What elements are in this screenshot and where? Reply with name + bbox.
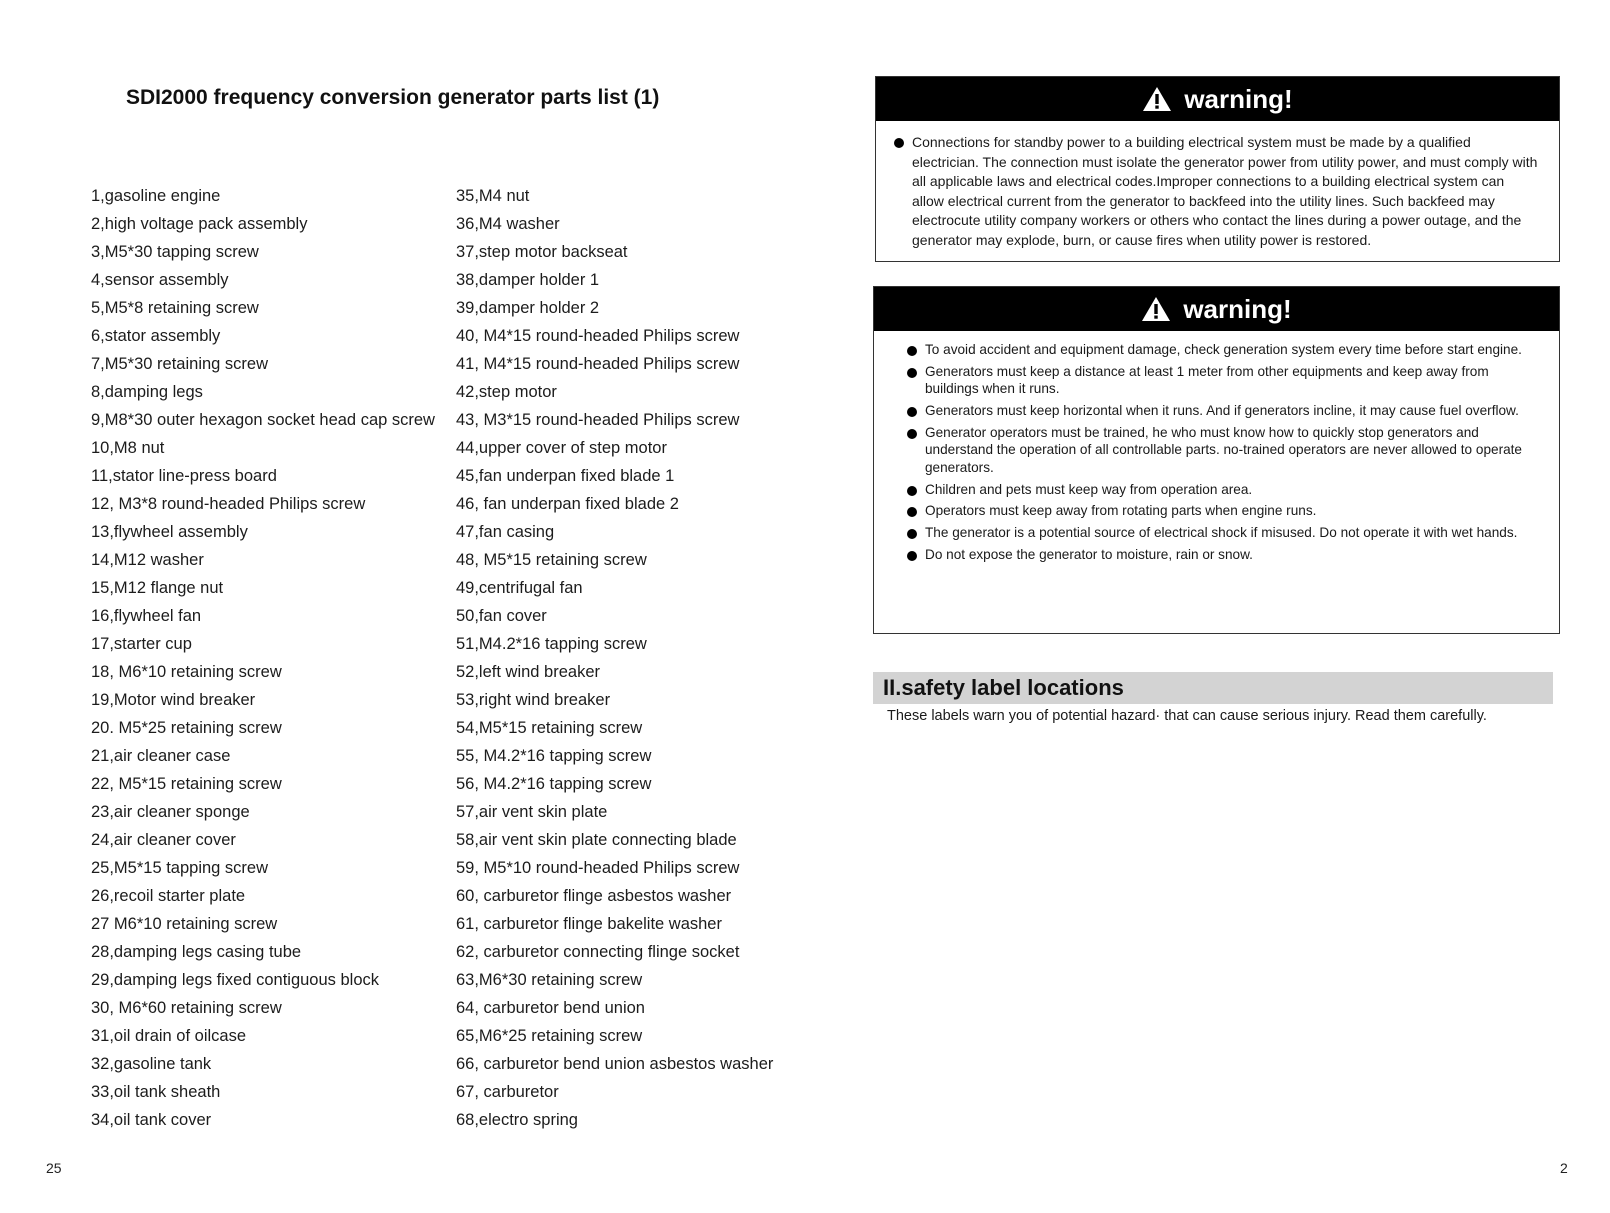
parts-list-item: 20. M5*25 retaining screw (91, 719, 282, 737)
parts-list-item: 28,damping legs casing tube (91, 943, 302, 961)
warning-item-text: Generator operators must be trained, he who must know how to quickly stop generators and understand the operation of all controllable parts. no-trained operators are never allowed to operate generators. (925, 424, 1522, 475)
parts-list-title: SDI2000 frequency conversion generator parts list (1) (126, 86, 660, 109)
parts-list-item: 67, carburetor (456, 1083, 559, 1101)
parts-list-column-1 (91, 182, 451, 1134)
warning-item (907, 424, 1535, 477)
warning-1-list (876, 121, 1559, 250)
parts-list-column-2 (456, 182, 801, 1134)
warning-item (907, 341, 1535, 359)
bullet-icon (907, 507, 917, 517)
warning-item (907, 524, 1535, 542)
warning-heading: warning! (1184, 83, 1293, 114)
warning-item-text: Operators must keep away from rotating parts when engine runs. (925, 503, 1317, 519)
bullet-icon (907, 429, 917, 439)
warning-item-text: The generator is a potential source of electrical shock if misused. Do not operate it with wet hands. (925, 525, 1518, 541)
page-number: 25 (46, 1160, 62, 1176)
warning-item (894, 133, 1539, 250)
section-heading-safety-labels: II.safety label locations (873, 672, 1553, 704)
parts-list-item: 22, M5*15 retaining screw (91, 775, 282, 793)
page-number: 2 (1560, 1160, 1568, 1176)
parts-list-item: 26,recoil starter plate (91, 887, 246, 905)
parts-list-item: 49,centrifugal fan (456, 579, 583, 597)
warning-item-text: Do not expose the generator to moisture, rain or snow. (925, 547, 1253, 563)
right-page (805, 0, 1610, 1213)
parts-list-item: 14,M12 washer (91, 551, 204, 569)
parts-list-item: 63,M6*30 retaining screw (456, 971, 643, 989)
parts-list-item: 32,gasoline tank (91, 1055, 212, 1073)
parts-list-item: 62, carburetor connecting flinge socket (456, 943, 740, 961)
parts-list-item: 50,fan cover (456, 607, 547, 625)
parts-list-item: 59, M5*10 round-headed Philips screw (456, 859, 740, 877)
warning-item (907, 402, 1535, 420)
parts-list-item: 19,Motor wind breaker (91, 691, 256, 709)
parts-list-item: 2,high voltage pack assembly (91, 215, 308, 233)
parts-list-item: 29,damping legs fixed contiguous block (91, 971, 380, 989)
parts-list-item: 27 M6*10 retaining screw (91, 915, 278, 933)
parts-list-item: 16,flywheel fan (91, 607, 202, 625)
parts-list-item: 3,M5*30 tapping screw (91, 243, 259, 261)
parts-list-item: 47,fan casing (456, 523, 555, 541)
parts-list-item: 55, M4.2*16 tapping screw (456, 747, 652, 765)
parts-list-item: 56, M4.2*16 tapping screw (456, 775, 652, 793)
warning-item (907, 481, 1535, 499)
parts-list-item: 35,M4 nut (456, 187, 530, 205)
parts-list-item: 10,M8 nut (91, 439, 165, 457)
parts-list-item: 31,oil drain of oilcase (91, 1027, 247, 1045)
warning-box-standby-power (875, 76, 1560, 262)
warning-triangle-icon (1142, 86, 1172, 112)
parts-list-item: 6,stator assembly (91, 327, 221, 345)
parts-list-item: 43, M3*15 round-headed Philips screw (456, 411, 740, 429)
parts-list-item: 34,oil tank cover (91, 1111, 212, 1129)
parts-list-item: 23,air cleaner sponge (91, 803, 250, 821)
bullet-icon (907, 407, 917, 417)
parts-list-item: 15,M12 flange nut (91, 579, 224, 597)
parts-list-item: 8,damping legs (91, 383, 203, 401)
parts-list-item: 66, carburetor bend union asbestos washer (456, 1055, 774, 1073)
parts-list-item: 41, M4*15 round-headed Philips screw (456, 355, 740, 373)
parts-list-item: 57,air vent skin plate (456, 803, 608, 821)
warning-item-text: Generators must keep horizontal when it runs. And if generators incline, it may cause fuel overflow. (925, 403, 1519, 419)
parts-list-item: 58,air vent skin plate connecting blade (456, 831, 737, 849)
parts-list-item: 61, carburetor flinge bakelite washer (456, 915, 722, 933)
safety-intro-text: These labels warn you of potential hazard· that can cause serious injury. Read them carefully. (887, 708, 1487, 724)
parts-list-item: 9,M8*30 outer hexagon socket head cap screw (91, 411, 435, 429)
parts-list-item: 45,fan underpan fixed blade 1 (456, 467, 675, 485)
warning-header (874, 287, 1559, 331)
parts-list-item: 64, carburetor bend union (456, 999, 645, 1017)
parts-list-item: 51,M4.2*16 tapping screw (456, 635, 647, 653)
parts-list-item: 25,M5*15 tapping screw (91, 859, 269, 877)
parts-list-item: 30, M6*60 retaining screw (91, 999, 282, 1017)
parts-list-item: 44,upper cover of step motor (456, 439, 667, 457)
parts-list-item: 46, fan underpan fixed blade 2 (456, 495, 679, 513)
parts-list-item: 17,starter cup (91, 635, 192, 653)
warning-item-text: Children and pets must keep way from operation area. (925, 481, 1253, 497)
bullet-icon (907, 529, 917, 539)
parts-list-item: 18, M6*10 retaining screw (91, 663, 282, 681)
warning-header (876, 77, 1559, 121)
bullet-icon (907, 346, 917, 356)
warning-item-text: To avoid accident and equipment damage, check generation system every time before start engine. (925, 342, 1522, 357)
parts-list-item: 7,M5*30 retaining screw (91, 355, 269, 373)
warning-item (907, 502, 1535, 520)
parts-list-item: 21,air cleaner case (91, 747, 231, 765)
warning-item-text: Generators must keep a distance at least 1 meter from other equipments and keep away from buildings when it runs. (925, 363, 1489, 397)
parts-list-item: 12, M3*8 round-headed Philips screw (91, 495, 366, 513)
parts-list-item: 53,right wind breaker (456, 691, 611, 709)
bullet-icon (907, 551, 917, 561)
parts-list-item: 13,flywheel assembly (91, 523, 248, 541)
bullet-icon (894, 138, 904, 148)
parts-list-item: 4,sensor assembly (91, 271, 229, 289)
bullet-icon (907, 368, 917, 378)
parts-list-item: 5,M5*8 retaining screw (91, 299, 259, 317)
parts-list-item: 40, M4*15 round-headed Philips screw (456, 327, 740, 345)
parts-list-item: 65,M6*25 retaining screw (456, 1027, 643, 1045)
warning-2-list (874, 331, 1559, 564)
warning-item-text: Connections for standby power to a building electrical system must be made by a qualified electrician. The connection must isolate the generator power from utility power, and must comply with all applicable laws and electrical codes.Improper connections to a building electrical system can allow electrical current from the generator to backfeed into the utility lines. Such backfeed may electrocute utility company workers or others who contact the lines during a power outage, and the generator may explode, burn, or cause fires when utility power is restored. (912, 134, 1538, 248)
parts-list-item: 54,M5*15 retaining screw (456, 719, 643, 737)
warning-box-safety-rules (873, 286, 1560, 634)
bullet-icon (907, 486, 917, 496)
parts-list-item: 42,step motor (456, 383, 557, 401)
warning-heading: warning! (1183, 293, 1292, 324)
warning-item (907, 546, 1535, 564)
parts-list-item: 24,air cleaner cover (91, 831, 236, 849)
warning-item (907, 363, 1535, 398)
warning-triangle-icon (1141, 296, 1171, 322)
parts-list-item: 11,stator line-press board (91, 467, 277, 485)
parts-list-item: 68,electro spring (456, 1111, 578, 1129)
parts-list-item: 60, carburetor flinge asbestos washer (456, 887, 732, 905)
parts-list-item: 38,damper holder 1 (456, 271, 600, 289)
parts-list-item: 39,damper holder 2 (456, 299, 600, 317)
parts-list-item: 33,oil tank sheath (91, 1083, 221, 1101)
parts-list-item: 37,step motor backseat (456, 243, 628, 261)
parts-list-item: 48, M5*15 retaining screw (456, 551, 647, 569)
parts-list-item: 1,gasoline engine (91, 187, 221, 205)
parts-list-item: 52,left wind breaker (456, 663, 600, 681)
parts-list-item: 36,M4 washer (456, 215, 560, 233)
